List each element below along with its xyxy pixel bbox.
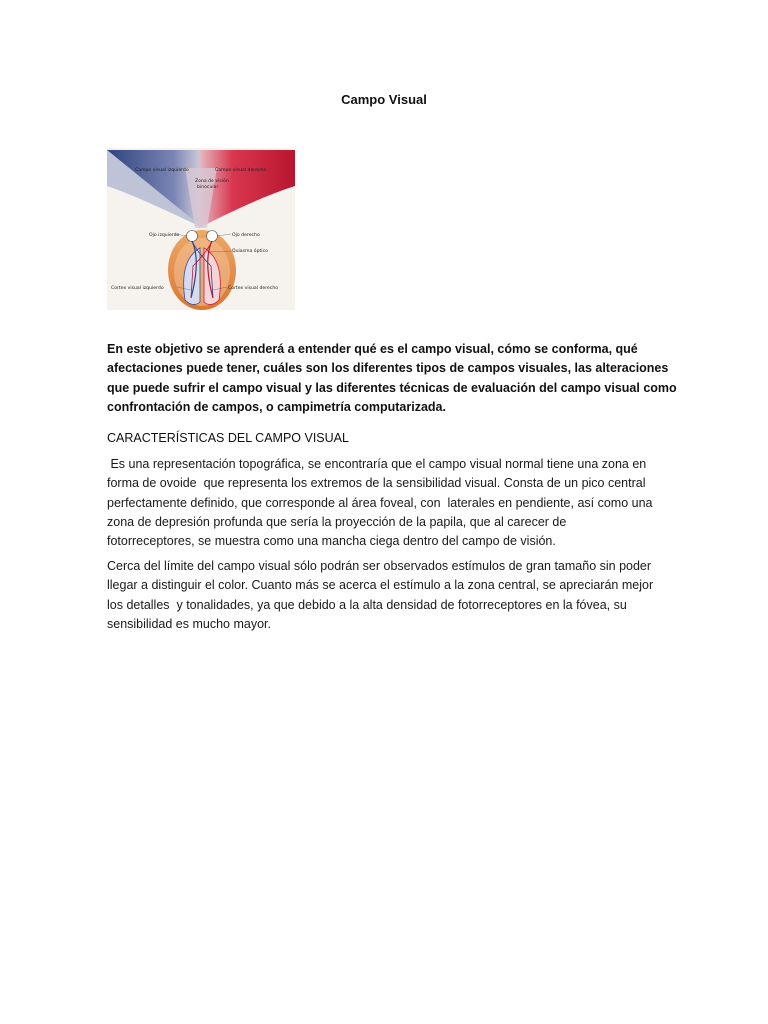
chiasm-label: Quiasma óptico: [232, 249, 268, 254]
paragraph-line: perfectamente definido, que corresponde al área foveal, con laterales en pendiente, así como una: [107, 495, 653, 510]
right-field-label: Campo visual derecho: [215, 168, 267, 173]
left-eye-icon: [187, 231, 198, 242]
section-heading: CARACTERÍSTICAS DEL CAMPO VISUAL: [107, 431, 349, 445]
paragraph-line: los detalles y tonalidades, ya que debido a la alta densidad de fotorreceptores en la fóvea, su: [107, 597, 627, 612]
binocular-label-1: Zona de visión: [195, 179, 229, 184]
paragraph-line: llegar a distinguir el color. Cuanto más se acerca el estímulo a la zona central, se apreciarán mejor: [107, 578, 654, 593]
intro-line: afectaciones puede tener, cuáles son los diferentes tipos de campos visuales, las alteraciones: [107, 361, 669, 376]
binocular-label-2: binocular: [197, 185, 219, 190]
intro-paragraph: [107, 340, 677, 417]
intro-line: que puede sufrir el campo visual y las diferentes técnicas de evaluación del campo visual como: [107, 380, 677, 395]
left-field-label: Campo visual izquierdo: [135, 168, 189, 173]
left-cortex-label: Cortex visual izquierdo: [111, 286, 164, 291]
characteristics-paragraph: [107, 455, 667, 551]
visual-field-diagram: [107, 148, 295, 310]
paragraph-line: fotorreceptores, se muestra como una mancha ciega dentro del campo de visión.: [107, 534, 556, 549]
paragraph-line: Cerca del límite del campo visual sólo podrán ser observados estímulos de gran tamaño sin poder: [107, 559, 652, 573]
visual-field-illustration: [107, 148, 295, 310]
document-title: Campo Visual: [341, 92, 427, 107]
paragraph-line: zona de depresión profunda que sería la proyección de la papila, que al carecer de: [107, 514, 567, 529]
right-eye-label: Ojo derecho: [232, 233, 260, 238]
paragraph-line: forma de ovoide que representa los extremos de la sensibilidad visual. Consta de un pico central: [107, 476, 646, 491]
intro-line: En este objetivo se aprenderá a entender qué es el campo visual, cómo se conforma, qué: [107, 342, 638, 356]
paragraph-line: Es una representación topográfica, se encontraría que el campo visual normal tiene una zona en: [107, 457, 647, 471]
right-eye-icon: [207, 231, 218, 242]
right-cortex-label: Cortex visual derecho: [228, 286, 279, 291]
stimulus-paragraph: [107, 557, 667, 634]
intro-line: confrontación de campos, o campimetría computarizada.: [107, 399, 446, 414]
left-eye-label: Ojo izquierdo: [149, 233, 180, 238]
paragraph-line: sensibilidad es mucho mayor.: [107, 616, 271, 631]
